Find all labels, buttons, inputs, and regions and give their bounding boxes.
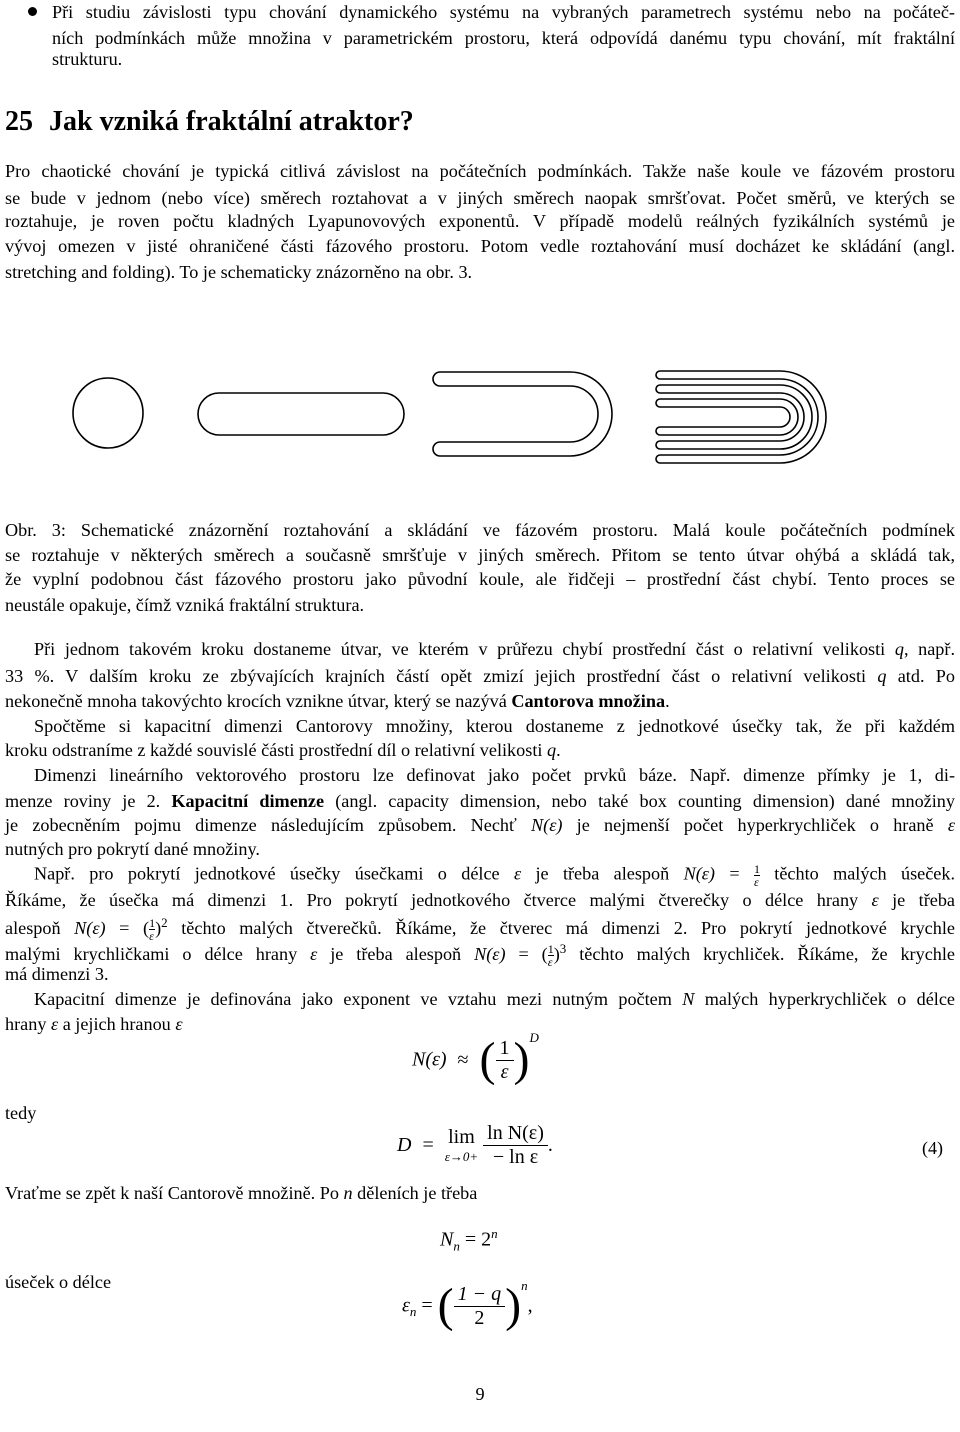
bullet-text-line-3: strukturu.: [52, 49, 123, 69]
p4-line-4: malými krychličkami o délce hrany ε je třeba alespoň N(ε) = ( $\frac{1}{\varepsilon}$ )$^3$ těchto malých krychliček. Říkáme, že krychle: [5, 941, 956, 970]
equation-number: (4): [922, 1138, 943, 1158]
p4-line-5: má dimenzi 3.: [5, 964, 109, 984]
bullet-text-line-1: Při studiu závislosti typu chování dynamického systému na vybraných parametrech systému nebo na počáteč-: [52, 2, 955, 22]
p3-line-3: je zobecněním pojmu dimenze následujícím způsobem. Nechť N(ε) je nejmenší počet hyperkrychliček o hraně ε: [5, 815, 955, 835]
useky-text: úseček o délce: [5, 1272, 112, 1292]
bullet-point: [28, 7, 37, 16]
caption-line-4: neustále opakuje, čímž vzniká fraktální struktura.: [5, 595, 365, 615]
stretching-folding-figure: [60, 360, 900, 470]
capacity-dimension-term: Kapacitní dimenze: [171, 791, 325, 811]
p4-line-1: Např. pro pokrytí jednotkové úsečky úsečkami o délce ε je třeba alespoň N(ε) = $\frac{1}{\varepsilon}$ těchto malých úseček.: [34, 862, 956, 889]
caption-line-3: že vyplní podobnou část fázového prostoru jako původní koule, ale řidčeji – prostřední část chybí. Tento proces se: [5, 569, 955, 589]
section-title: Jak vzniká fraktální atraktor?: [49, 106, 414, 137]
bullet-text-line-2: ních podmínkách může množina v parametrickém prostoru, která odpovídá danému typu chování, mít fraktální: [52, 28, 955, 48]
folded-shape-2-inner: [656, 385, 812, 449]
p2-line-1: Spočtěme si kapacitní dimenzi Cantorovy množiny, kterou dostaneme z jednotkové úsečky tak, že při každém: [34, 716, 955, 736]
section-number: 25: [5, 106, 33, 137]
cantor-set-term: Cantorova množina: [511, 691, 666, 711]
stretched-ellipse-shape: [198, 393, 404, 435]
intro-line-2: se bude v jednom (nebo více) směrech roztahovat a v jiných směrech naopak smršťovat. Počet směrů, ve kterých se: [5, 188, 955, 208]
p1-line-3: nekonečně mnoha takovýchto krocích vznikne útvar, který se nazývá Cantorova množina.: [5, 691, 670, 711]
intro-line-5: stretching and folding). To je schematicky znázorněno na obr. 3.: [5, 262, 473, 282]
page-number: 9: [475, 1384, 485, 1404]
folded-shape-1: [433, 372, 612, 456]
p3-line-4: nutných pro pokrytí dané množiny.: [5, 839, 260, 859]
equation-capacity-dimension: D = lim ε→0+ $\frac{\text{ln N(ε)}}{\text{− ln ε}}$ .: [397, 1122, 553, 1168]
folded-shape-2-core: [656, 399, 798, 435]
p6-line: Vraťme se zpět k naší Cantorově množině. Po n děleních je třeba: [5, 1183, 478, 1203]
caption-line-1: Obr. 3: Schematické znázornění roztahování a skládání ve fázovém prostoru. Malá koule počátečních podmínek: [5, 520, 955, 540]
section-heading: [5, 108, 414, 136]
equation-segment-count: $N_n = 2^n$: [440, 1226, 498, 1254]
p5-line-2: hrany ε a jejich hranou ε: [5, 1014, 183, 1034]
p1-line-1: Při jednom takovém kroku dostaneme útvar, ve kterém v průřezu chybí prostřední část o relativní velikosti q, např.: [34, 639, 955, 659]
initial-ball-circle: [73, 378, 143, 448]
equation-segment-length: $\varepsilon_n$ = ( $\frac{1 - q}{2}$ )$^n$,: [402, 1278, 533, 1332]
intro-line-4: vývoj omezen v jisté ohraničené části fázového prostoru. Potom vedle roztahování musí docházet ke skládání (angl.: [5, 236, 955, 256]
intro-line-3: roztahuje, je roven počtu kladných Lyapunovových exponentů. V případě modelů reálných fyzikálních systémů je: [5, 211, 955, 231]
p3-line-1: Dimenzi lineárního vektorového prostoru lze definovat jako počet prvků báze. Např. dimenze přímky je 1, di-: [34, 765, 955, 785]
intro-line-1: Pro chaotické chování je typická citlivá závislost na počátečních podmínkách. Takže naše koule ve fázovém prostoru: [5, 161, 955, 181]
equation-power-law: N(ε) ≈ ( $\frac{1}{\varepsilon}$ )$^D$: [412, 1030, 539, 1086]
caption-line-2: se roztahuje v některých směrech a současně smršťuje v jiných směrech. Přitom se tento útvar ohýbá a skládá tak,: [5, 545, 955, 565]
p2-line-2: kroku odstraníme z každé souvislé části prostřední díl o relativní velikosti q.: [5, 740, 561, 760]
p4-line-2: Říkáme, že úsečka má dimenzi 1. Pro pokrytí jednotkového čtverce malými čtverečky o délce hrany ε je třeba: [5, 890, 955, 910]
p3-line-2: menze roviny je 2. Kapacitní dimenze (angl. capacity dimension, nebo také box counting dimension) dané množiny: [5, 791, 955, 811]
p4-line-3: alespoň N(ε) = ( $\frac{1}{\varepsilon}$ )$^2$ těchto malých čtverečků. Říkáme, že čtverec má dimenzi 2. Pro pokrytí jednotkové krychle: [5, 915, 955, 944]
p1-line-2: 33 %. V dalším kroku ze zbývajících krajních částí opět zmizí jejich prostřední část o relativní velikosti q atd. Po: [5, 666, 955, 686]
p5-line-1: Kapacitní dimenze je definována jako exponent ve vztahu mezi nutným počtem N malých hyperkrychliček o délce: [34, 989, 955, 1009]
tedy-word: tedy: [5, 1103, 37, 1123]
